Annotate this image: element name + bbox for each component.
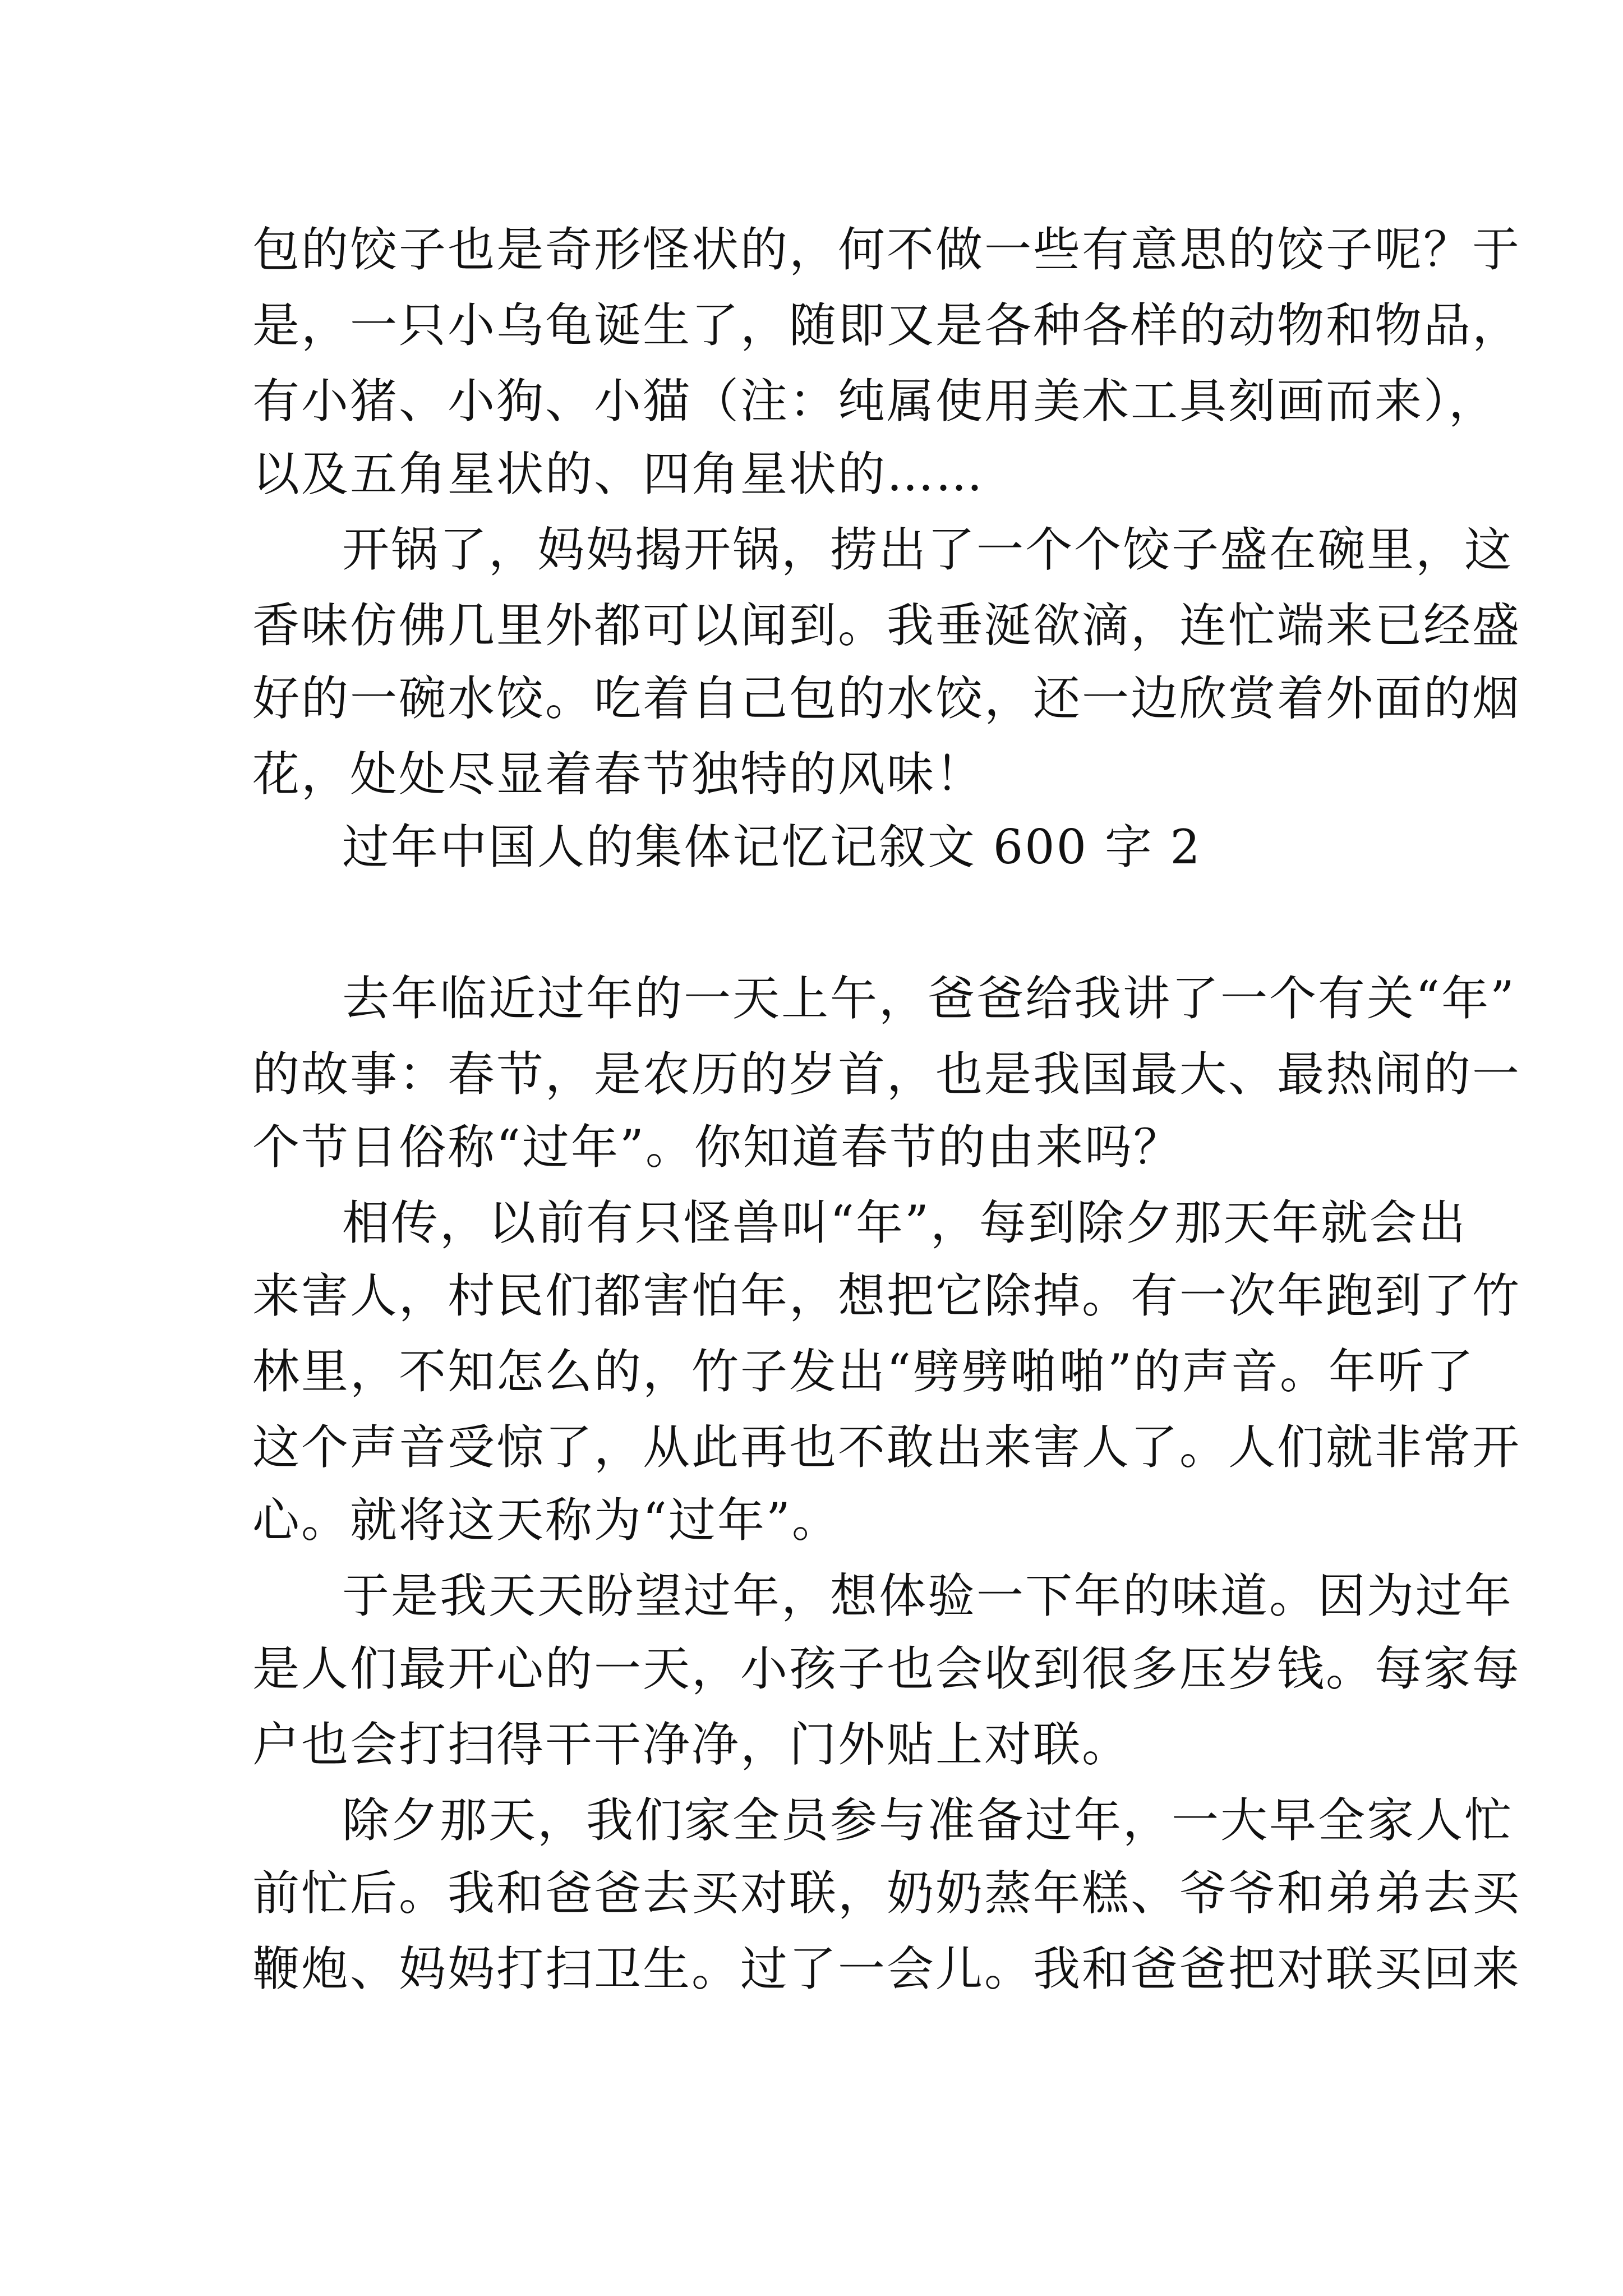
text-line: 去年临近过年的一天上午，爸爸给我讲了一个有关“年” bbox=[342, 971, 1516, 1026]
text-line: 是人们最开心的一天，小孩子也会收到很多压岁钱。每家每 bbox=[252, 1641, 1521, 1696]
text-line: 香味仿佛几里外都可以闻到。我垂涎欲滴，连忙端来已经盛 bbox=[252, 598, 1521, 653]
text-line: 前忙后。我和爸爸去买对联，奶奶蒸年糕、爷爷和弟弟去买 bbox=[252, 1866, 1521, 1921]
text-line: 林里，不知怎么的，竹子发出“劈劈啪啪”的声音。年听了 bbox=[252, 1344, 1475, 1399]
text-line: 除夕那天，我们家全员参与准备过年，一大早全家人忙 bbox=[342, 1793, 1514, 1848]
text-line: 开锅了，妈妈揭开锅，捞出了一个个饺子盛在碗里，这 bbox=[342, 522, 1514, 577]
section-heading: 过年中国人的集体记忆记叙文 600 字 2 bbox=[342, 820, 1202, 875]
text-line: 鞭炮、妈妈打扫卫生。过了一会儿。我和爸爸把对联买回来 bbox=[252, 1941, 1521, 1996]
text-line: 来害人，村民们都害怕年，想把它除掉。有一次年跑到了竹 bbox=[252, 1268, 1521, 1323]
text-line: 相传，以前有只怪兽叫“年”，每到除夕那天年就会出 bbox=[342, 1195, 1467, 1250]
text-line: 户也会打扫得干干净净，门外贴上对联。 bbox=[252, 1717, 1131, 1772]
text-line: 有小猪、小狗、小猫（注：纯属使用美术工具刻画而来）， bbox=[252, 374, 1498, 429]
text-line: 于是我天天盼望过年，想体验一下年的味道。因为过年 bbox=[342, 1568, 1514, 1623]
text-line: 心。就将这天称为“过年”。 bbox=[252, 1493, 841, 1548]
text-line: 好的一碗水饺。吃着自己包的水饺，还一边欣赏着外面的烟 bbox=[252, 671, 1521, 726]
text-line: 花，处处尽显着春节独特的风味！ bbox=[252, 747, 985, 802]
text-line: 包的饺子也是奇形怪状的，何不做一些有意思的饺子呢？于 bbox=[252, 222, 1521, 277]
text-line: 的故事：春节，是农历的岁首，也是我国最大、最热闹的一 bbox=[252, 1047, 1521, 1102]
text-line: 这个声音受惊了，从此再也不敢出来害人了。人们就非常开 bbox=[252, 1420, 1521, 1475]
text-line: 以及五角星状的、四角星状的…… bbox=[252, 447, 985, 501]
text-line: 是，一只小乌龟诞生了，随即又是各种各样的动物和物品， bbox=[252, 298, 1521, 353]
text-line: 个节日俗称“过年”。你知道春节的由来吗？ bbox=[252, 1120, 1182, 1175]
